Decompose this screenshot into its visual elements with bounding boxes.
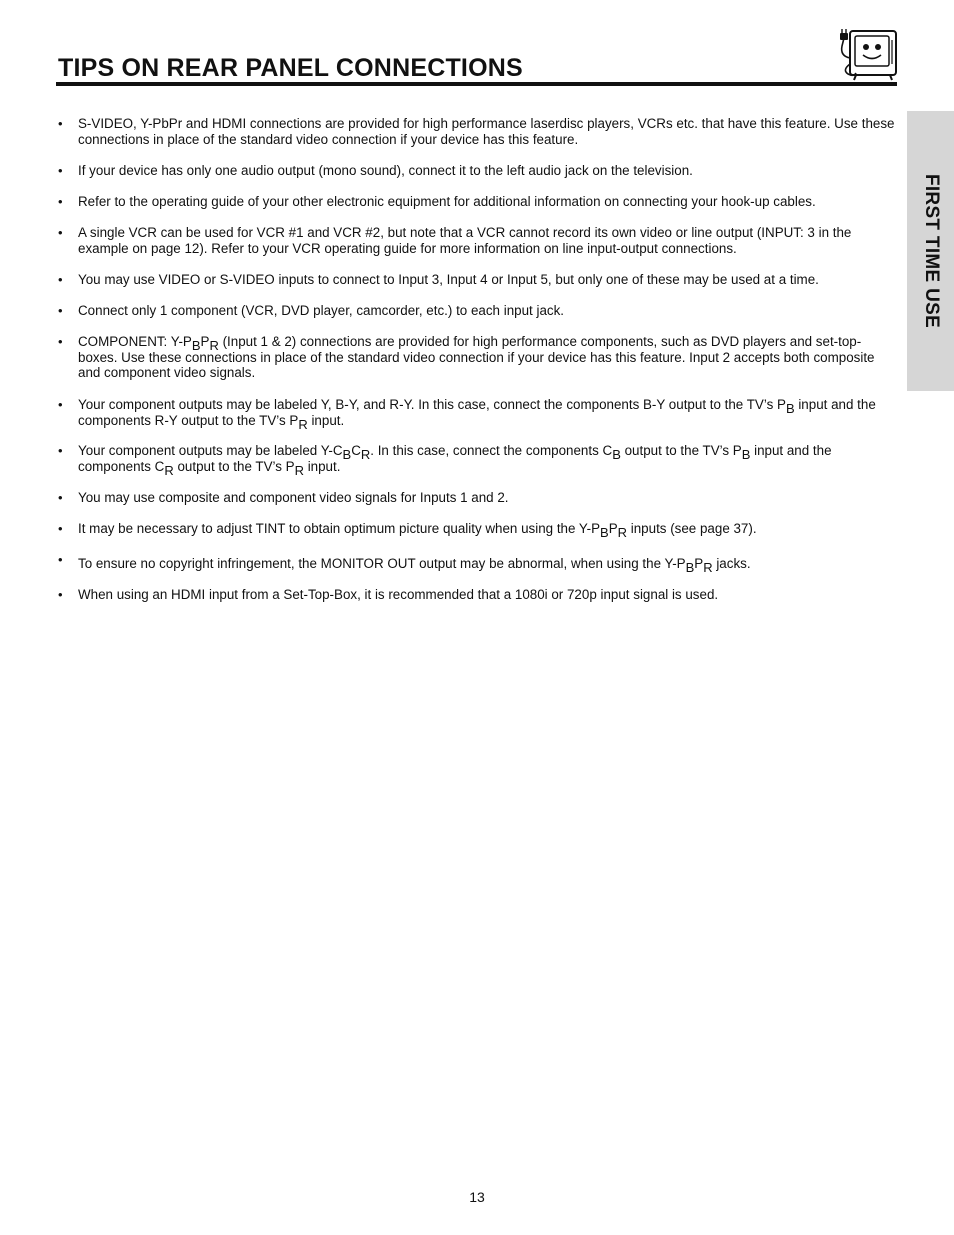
tip-item: [58, 521, 898, 540]
tv-mascot-icon: [836, 28, 900, 82]
bullet: •: [58, 116, 63, 131]
bullet: •: [58, 397, 63, 412]
tip-item: [58, 443, 898, 478]
side-tab: [907, 111, 954, 391]
tip-text: Refer to the operating guide of your other electronic equipment for additional information on connecting your hook-up cables.: [78, 194, 816, 209]
tip-item: [58, 225, 898, 256]
tip-item: [58, 272, 898, 288]
tip-item: [58, 303, 898, 319]
tip-text: Connect only 1 component (VCR, DVD player, camcorder, etc.) to each input jack.: [78, 303, 565, 318]
bullet: •: [58, 490, 63, 505]
tip-item: [58, 587, 898, 603]
tip-item: [58, 552, 898, 575]
bullet: •: [58, 272, 63, 287]
bullet: •: [58, 225, 63, 240]
tip-text: Your component outputs may be labeled Y, B-Y, and R-Y. In this case, connect the components B-Y output to the TV’s $P_B$ input and the components R-Y output to the TV’s $P_R$ input.: [78, 397, 876, 432]
title-rule: [56, 82, 897, 86]
tip-text: Your component outputs may be labeled $Y-C_BC_R$. In this case, connect the components $C_B$ output to the TV’s $P_B$ input and the components $C_R$ output to the TV’s $P_R$ input.: [78, 443, 832, 478]
tip-text: S-VIDEO, Y-PbPr and HDMI connections are provided for high performance laserdisc players, VCRs etc. that have this feature. Use these connections in place of the standard video connection if your device has this feature.: [78, 116, 895, 147]
bullet: •: [58, 552, 63, 567]
bullet: •: [58, 303, 63, 318]
bullet: •: [58, 443, 63, 458]
bullet: •: [58, 521, 63, 536]
tip-text: If your device has only one audio output (mono sound), connect it to the left audio jack on the television.: [78, 163, 693, 178]
tip-item: [58, 163, 898, 179]
tip-text: You may use composite and component video signals for Inputs 1 and 2.: [78, 490, 509, 505]
tip-text: You may use VIDEO or S-VIDEO inputs to connect to Input 3, Input 4 or Input 5, but only one of these may be used at a time.: [78, 272, 819, 287]
page-title: TIPS ON REAR PANEL CONNECTIONS: [58, 54, 523, 82]
bullet: •: [58, 587, 63, 602]
tip-text: A single VCR can be used for VCR #1 and VCR #2, but note that a VCR cannot record its own video or line output (INPUT: 3 in the example on page 12). Refer to your VCR operating guide for more information on line input-output connections.: [78, 225, 852, 256]
tip-item: [58, 397, 898, 432]
tip-text: When using an HDMI input from a Set-Top-Box, it is recommended that a 1080i or 720p input signal is used.: [78, 587, 719, 602]
bullet: •: [58, 334, 63, 349]
page-number: 13: [469, 1189, 485, 1205]
tip-item: [58, 334, 898, 381]
tip-item: [58, 116, 898, 147]
tip-item: [58, 194, 898, 210]
tip-text: It may be necessary to adjust TINT to obtain optimum picture quality when using the $Y-P_BP_R$ inputs (see page 37).: [78, 521, 757, 540]
side-tab-label: FIRST TIME USE: [920, 173, 942, 329]
tip-text: To ensure no copyright infringement, the MONITOR OUT output may be abnormal, when using the $Y-P_BP_R$ jacks.: [78, 556, 751, 575]
tip-item: [58, 490, 898, 506]
tip-text: COMPONENT: $Y-P_BP_R$ (Input 1 & 2) connections are provided for high performance components, such as DVD players and set-top-boxes. Use these connections in place of the standard video connection if your device has this feature. Input 2 accepts both composite and component video signals.: [78, 334, 875, 381]
bullet: •: [58, 163, 63, 178]
bullet: •: [58, 194, 63, 209]
